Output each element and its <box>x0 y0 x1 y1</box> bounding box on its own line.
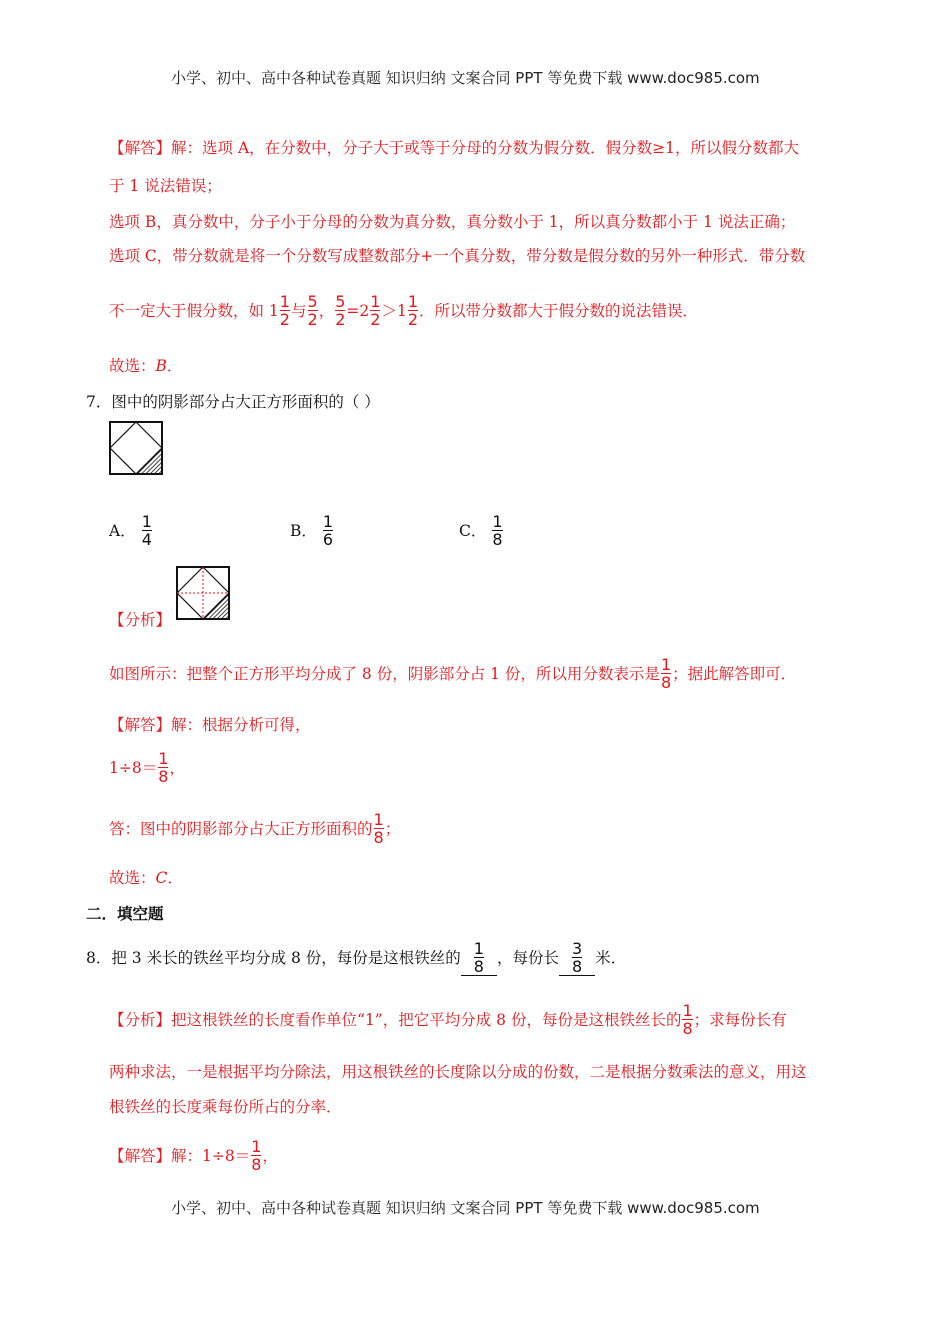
q7-analysis: 如图所示：把整个正方形平均分成了 8 份，阴影部分占 1 份，所以用分数表示是 $\frac{1}{8}$ ；据此解答即可． <box>109 655 797 692</box>
q6-solution-line3: 选项 B，真分数中，分子小于分母的分数为真分数，真分数小于 1，所以真分数都小于 1 说法正确； <box>109 213 796 231</box>
jieda-tag: 【解答】 <box>109 139 172 157</box>
q6-solution-line5: 不一定大于假分数，如 1 $\frac{1}{2}$ 与 $\frac{5}{2}$ ， $\frac{5}{2}$ =2 $\frac{1}{2}$ ＞1 $\frac{1}{2}$ ．所以带分数都大于假分数的说法错误． <box>109 292 699 329</box>
q7-calc: 1÷8＝ $\frac{1}{8}$ ， <box>109 749 185 786</box>
fraction: $\frac{5}{2}$ <box>307 292 318 329</box>
section-title: 二．填空题 <box>86 904 164 923</box>
q7-option-c[interactable]: C． $\frac{1}{8}$ <box>459 512 503 549</box>
fraction: $\frac{1}{8}$ <box>251 1137 262 1174</box>
fraction: $\frac{1}{4}$ <box>141 512 152 549</box>
fraction: $\frac{1}{8}$ <box>158 749 169 786</box>
q6-solution-line2: 于 1 说法错误； <box>109 177 222 195</box>
answer-blank-1[interactable] <box>461 940 497 976</box>
q7-jieda: 【解答】解：根据分析可得， <box>109 716 311 734</box>
q6-solution-line4: 选项 C，带分数就是将一个分数写成整数部分+一个真分数，带分数是假分数的另外一种形式．带分数 <box>109 247 806 265</box>
fraction: $\frac{1}{8}$ <box>373 810 384 847</box>
fraction: $\frac{1}{2}$ <box>370 292 381 329</box>
answer-blank-2[interactable] <box>559 940 595 976</box>
q8-analysis-line1: 【分析】 把这根铁丝的长度看作单位“1”，把它平均分成 8 份，每份是这根铁丝长的 $\frac{1}{8}$ ；求每份长有 <box>109 1001 787 1038</box>
fraction: $\frac{1}{8}$ <box>682 1001 693 1038</box>
page-header: 小学、初中、高中各种试卷真题 知识归纳 文案合同 PPT 等免费下载 www.doc985.com <box>171 69 760 87</box>
q8-analysis-line3: 根铁丝的长度乘每份所占的分率． <box>109 1098 342 1116</box>
q7-option-b[interactable]: B． $\frac{1}{6}$ <box>290 512 334 549</box>
q7-choose: 故选：C． <box>109 869 183 887</box>
q7-analysis-figure <box>176 566 230 620</box>
q7-stem: 7．图中的阴影部分占大正方形面积的（ ） <box>86 393 380 411</box>
fraction: $\frac{1}{8}$ <box>492 512 503 549</box>
fraction: $\frac{1}{8}$ <box>660 655 672 692</box>
fraction: $\frac{1}{2}$ <box>407 292 418 329</box>
page-footer: 小学、初中、高中各种试卷真题 知识归纳 文案合同 PPT 等免费下载 www.doc985.com <box>171 1199 760 1217</box>
q8-stem: 8．把 3 米长的铁丝平均分成 8 份，每份是这根铁丝的 $\frac{1}{8}$ ，每份长 $\frac{3}{8}$ 米． <box>86 939 627 976</box>
q8-analysis-line2: 两种求法，一是根据平均分除法，用这根铁丝的长度除以分成的份数，二是根据分数乘法的意义，用这 <box>109 1063 807 1081</box>
fraction: $\frac{5}{2}$ <box>335 292 346 329</box>
fraction: $\frac{1}{8}$ <box>473 939 484 976</box>
q6-choose: 故选：B． <box>109 357 183 375</box>
q7-answer: 答：图中的阴影部分占大正方形面积的 $\frac{1}{8}$ ； <box>109 810 401 847</box>
q8-jieda: 【解答】 解：1÷8＝ $\frac{1}{8}$ ， <box>109 1137 278 1174</box>
q7-figure <box>109 421 163 475</box>
q6-solution-line1: 【解答】解：选项 A，在分数中，分子大于或等于分母的分数为假分数．假分数≥1，所以假分数都大 <box>109 139 799 157</box>
fraction: $\frac{3}{8}$ <box>572 939 583 976</box>
fraction: $\frac{1}{2}$ <box>279 292 290 329</box>
q7-option-a[interactable]: A． $\frac{1}{4}$ <box>109 512 152 549</box>
fraction: $\frac{1}{6}$ <box>322 512 334 549</box>
q7-fenxi-tag: 【分析】 <box>109 611 172 629</box>
